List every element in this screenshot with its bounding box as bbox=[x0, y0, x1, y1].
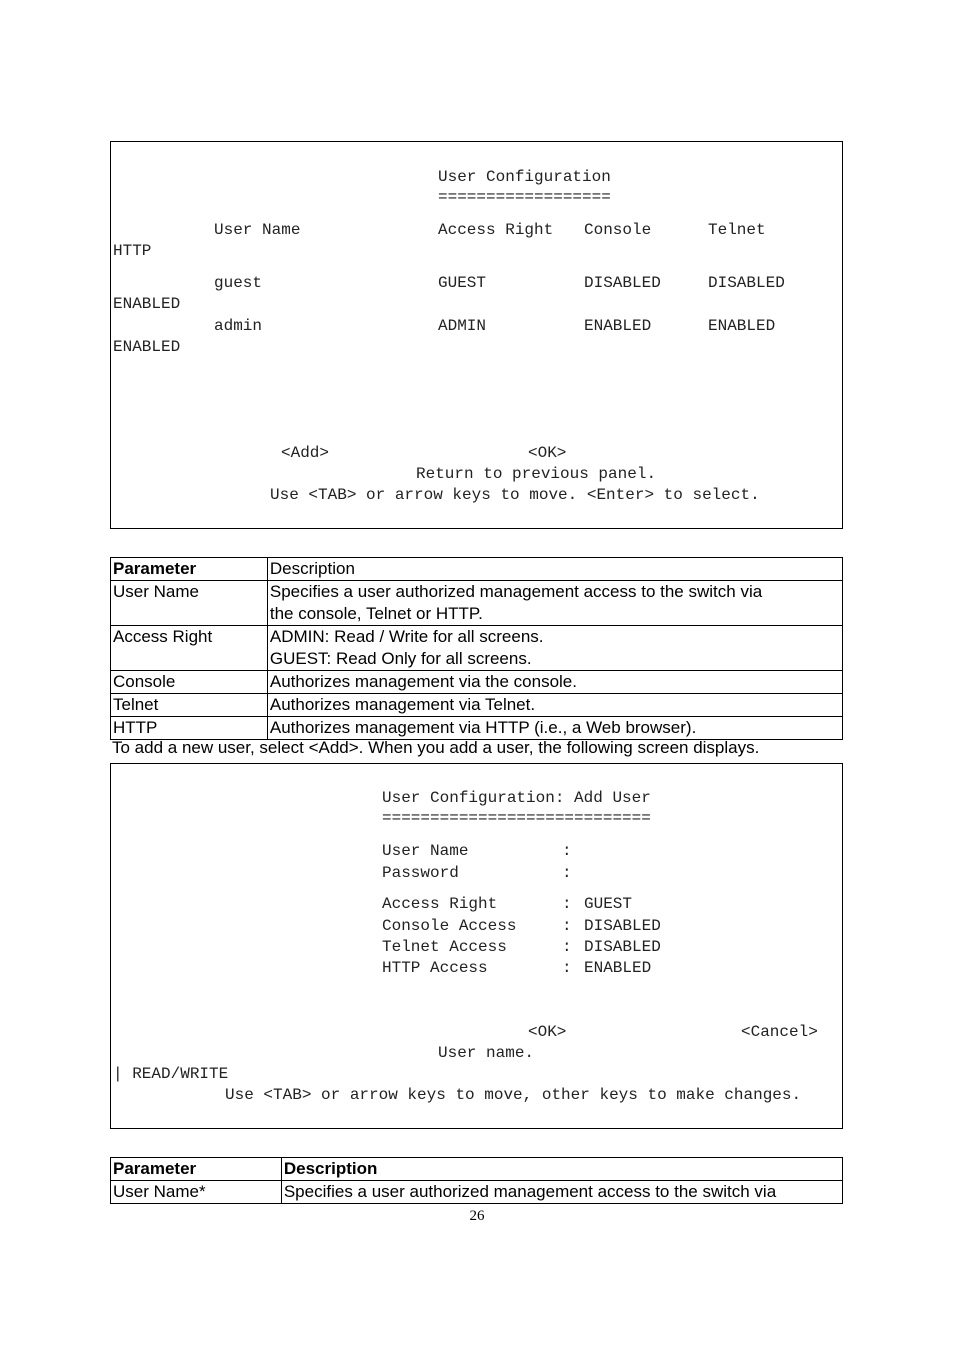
table-row bbox=[111, 671, 843, 694]
column-header-user-name: User Name bbox=[214, 221, 301, 239]
table-row bbox=[111, 1181, 843, 1204]
column-header-telnet: Telnet bbox=[708, 221, 766, 239]
telnet-access-toggle[interactable]: DISABLED bbox=[584, 938, 661, 956]
description-cell: Authorizes management via HTTP (i.e., a Web browser). bbox=[267, 717, 842, 740]
field-label-telnet-access: Telnet Access bbox=[382, 938, 507, 956]
console-access-toggle[interactable]: DISABLED bbox=[584, 917, 661, 935]
description-line: ADMIN: Read / Write for all screens. bbox=[269, 627, 544, 646]
field-separator: : bbox=[562, 895, 572, 913]
table-header-row bbox=[111, 1158, 843, 1181]
intro-paragraph: To add a new user, select <Add>. When you add a user, the following screen displays. bbox=[112, 738, 760, 757]
http-access-toggle[interactable]: ENABLED bbox=[584, 959, 652, 977]
description-cell: Specifies a user authorized management access to the switch via bbox=[281, 1181, 842, 1204]
hint-text: User name. bbox=[438, 1044, 535, 1062]
help-text: Use <TAB> or arrow keys to move, other keys to make changes. bbox=[225, 1086, 802, 1104]
table-row bbox=[111, 581, 843, 626]
parameter-cell: Access Right bbox=[111, 626, 268, 671]
description-cell: Authorizes management via the console. bbox=[267, 671, 842, 694]
parameter-cell: HTTP bbox=[111, 717, 268, 740]
parameter-table bbox=[110, 557, 843, 740]
add-user-screen bbox=[110, 763, 843, 1129]
description-cell bbox=[267, 626, 842, 671]
screen-title-rule: ============================ bbox=[382, 809, 651, 827]
description-line: Specifies a user authorized management access to the switch via bbox=[269, 582, 763, 601]
user-row-name[interactable]: guest bbox=[214, 274, 263, 292]
user-row-console: ENABLED bbox=[584, 317, 652, 335]
description-line: the console, Telnet or HTTP. bbox=[269, 604, 483, 623]
user-row-console: DISABLED bbox=[584, 274, 661, 292]
page-number: 26 bbox=[469, 1208, 485, 1224]
description-cell bbox=[267, 581, 842, 626]
header-parameter: Parameter bbox=[111, 1158, 282, 1181]
table-row bbox=[111, 626, 843, 671]
field-separator: : bbox=[562, 959, 572, 977]
user-row-http: ENABLED bbox=[113, 338, 181, 356]
field-label-http-access: HTTP Access bbox=[382, 959, 488, 977]
parameter-cell: Console bbox=[111, 671, 268, 694]
add-button[interactable]: <Add> bbox=[281, 444, 330, 462]
parameter-cell: User Name bbox=[111, 581, 268, 626]
header-description: Description bbox=[281, 1158, 842, 1181]
screen-title: User Configuration: Add User bbox=[382, 789, 651, 807]
description-line: GUEST: Read Only for all screens. bbox=[269, 649, 532, 668]
column-header-access-right: Access Right bbox=[438, 221, 554, 239]
field-separator: : bbox=[562, 842, 572, 860]
field-separator: : bbox=[562, 864, 572, 882]
field-label-user-name: User Name bbox=[382, 842, 469, 860]
table-header-row bbox=[111, 558, 843, 581]
header-description: Description bbox=[267, 558, 842, 581]
ok-button[interactable]: <OK> bbox=[528, 444, 567, 462]
access-right-toggle[interactable]: GUEST bbox=[584, 895, 633, 913]
user-row-access-right: GUEST bbox=[438, 274, 487, 292]
description-cell: Authorizes management via Telnet. bbox=[267, 694, 842, 717]
mode-indicator: | READ/WRITE bbox=[113, 1065, 229, 1083]
parameter-table bbox=[110, 1157, 843, 1204]
screen-title: User Configuration bbox=[438, 168, 611, 186]
hint-text: Return to previous panel. bbox=[416, 465, 657, 483]
help-text: Use <TAB> or arrow keys to move. <Enter> to select. bbox=[270, 486, 760, 504]
column-header-console: Console bbox=[584, 221, 652, 239]
field-separator: : bbox=[562, 938, 572, 956]
field-separator: : bbox=[562, 917, 572, 935]
user-row-name[interactable]: admin bbox=[214, 317, 263, 335]
header-parameter: Parameter bbox=[111, 558, 268, 581]
cancel-button[interactable]: <Cancel> bbox=[741, 1023, 818, 1041]
table-row bbox=[111, 694, 843, 717]
user-configuration-screen bbox=[110, 141, 843, 529]
field-label-console-access: Console Access bbox=[382, 917, 517, 935]
parameter-cell: Telnet bbox=[111, 694, 268, 717]
user-row-http: ENABLED bbox=[113, 295, 181, 313]
user-row-access-right: ADMIN bbox=[438, 317, 487, 335]
field-label-password: Password bbox=[382, 864, 459, 882]
field-label-access-right: Access Right bbox=[382, 895, 498, 913]
user-row-telnet: ENABLED bbox=[708, 317, 776, 335]
column-header-http: HTTP bbox=[113, 242, 152, 260]
parameter-cell: User Name* bbox=[111, 1181, 282, 1204]
ok-button[interactable]: <OK> bbox=[528, 1023, 567, 1041]
screen-title-rule: ================== bbox=[438, 188, 611, 206]
user-row-telnet: DISABLED bbox=[708, 274, 785, 292]
